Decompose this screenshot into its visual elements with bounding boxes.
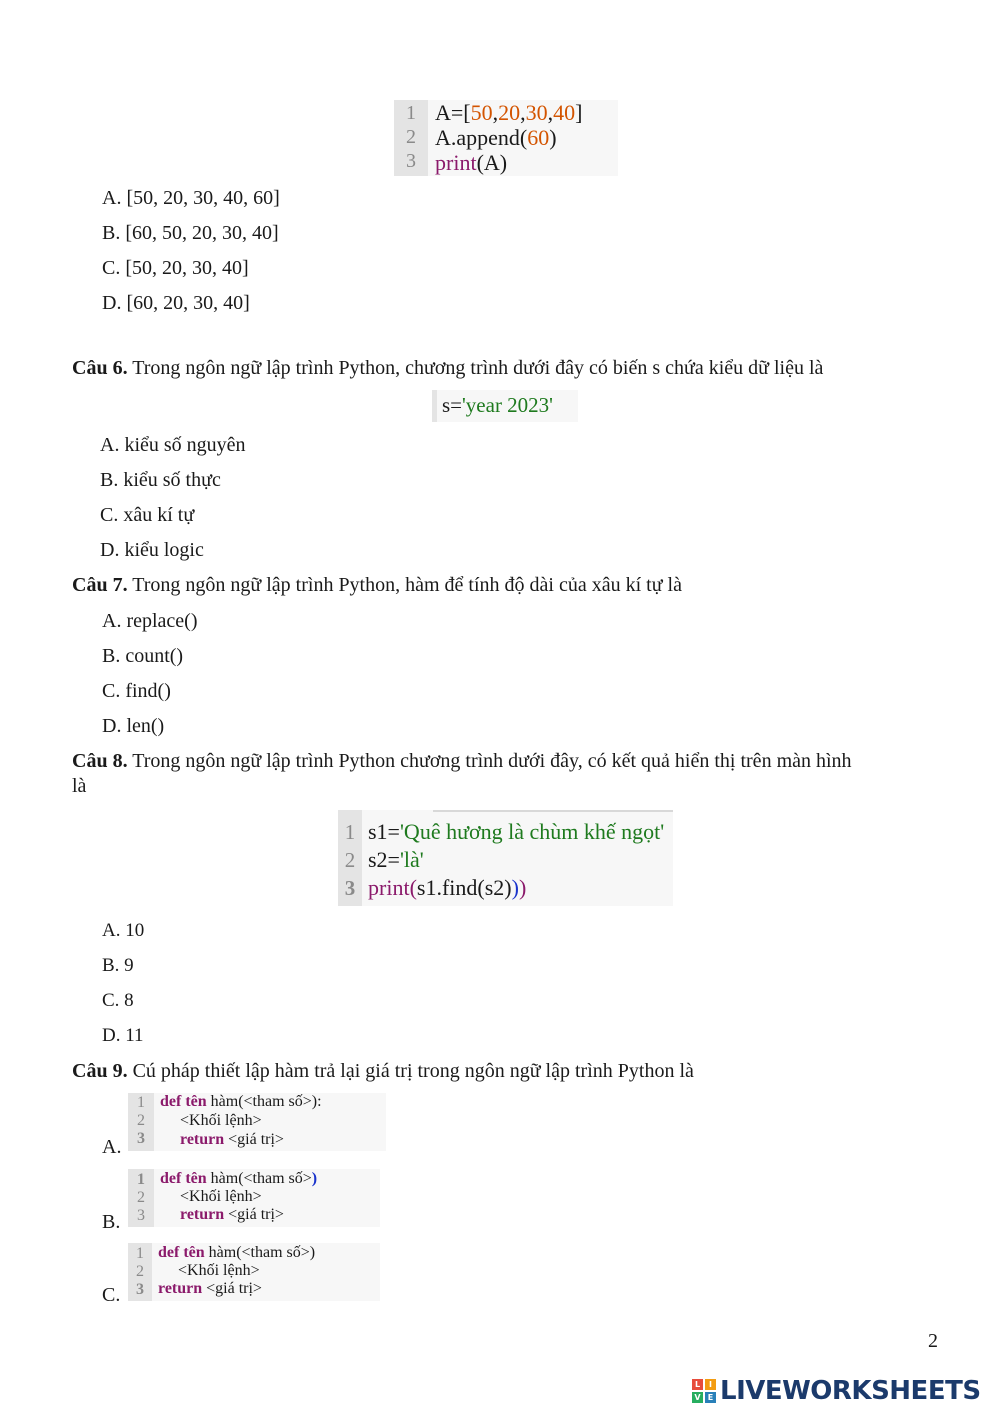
answer-option-b[interactable]: B. xyxy=(102,1211,121,1233)
line-number: 1 xyxy=(137,1094,145,1111)
page-number: 2 xyxy=(928,1330,938,1352)
code-line: <Khối lệnh> xyxy=(178,1262,260,1279)
line-number: 2 xyxy=(344,848,356,872)
answer-option-d[interactable]: D. len() xyxy=(102,715,165,737)
question-7 xyxy=(72,574,682,597)
question-6 xyxy=(72,357,823,380)
answer-option-c[interactable]: C. find() xyxy=(102,680,171,702)
question-text: Trong ngôn ngữ lập trình Python, hàm để tính độ dài của xâu kí tự là xyxy=(127,574,682,596)
question-9 xyxy=(72,1060,694,1083)
answer-option-c[interactable]: C. xâu kí tự xyxy=(100,504,195,526)
answer-option-b[interactable]: B. kiểu số thực xyxy=(100,469,221,491)
line-number: 1 xyxy=(344,820,356,844)
logo-letter: V xyxy=(692,1392,703,1403)
code-line: print(s1.find(s2))) xyxy=(368,875,527,900)
code-block-q5 xyxy=(394,100,618,176)
line-number: 2 xyxy=(406,126,416,148)
answer-option-c[interactable]: C. 8 xyxy=(102,990,134,1011)
answer-option-a[interactable]: A. xyxy=(102,1136,122,1158)
code-block-q9-b[interactable] xyxy=(128,1169,380,1227)
answer-option-a[interactable]: A. replace() xyxy=(102,610,198,632)
answer-option-d[interactable]: D. [60, 20, 30, 40] xyxy=(102,292,250,314)
answer-option-b[interactable]: B. count() xyxy=(102,645,184,667)
answer-option-d[interactable]: D. kiểu logic xyxy=(100,539,204,561)
question-label: Câu 9. xyxy=(72,1060,128,1082)
code-block-q8 xyxy=(338,810,673,906)
code-line: A=[50,20,30,40] xyxy=(435,100,583,125)
code-line: s1='Quê hương là chùm khế ngọt' xyxy=(368,819,665,844)
line-number: 2 xyxy=(136,1263,144,1280)
divider xyxy=(433,810,673,812)
code-line: print(A) xyxy=(435,150,508,175)
line-gutter xyxy=(432,390,437,422)
line-number: 3 xyxy=(137,1207,145,1224)
answer-option-b[interactable]: B. [60, 50, 20, 30, 40] xyxy=(102,222,279,244)
code-line: def tên hàm(<tham số>): xyxy=(160,1093,322,1110)
line-number: 3 xyxy=(137,1130,145,1147)
logo-letter: L xyxy=(692,1379,703,1390)
answer-option-a[interactable]: A. 10 xyxy=(102,920,145,941)
line-number: 3 xyxy=(406,150,416,172)
answer-option-c[interactable]: C. xyxy=(102,1284,121,1306)
code-line: s2='là' xyxy=(368,847,424,872)
question-text: Trong ngôn ngữ lập trình Python, chương trình dưới đây có biến s chứa kiểu dữ liệu là xyxy=(127,357,824,379)
code-line: <Khối lệnh> xyxy=(180,1188,262,1205)
line-number: 2 xyxy=(137,1189,145,1206)
line-number: 2 xyxy=(137,1112,145,1129)
answer-option-c[interactable]: C. [50, 20, 30, 40] xyxy=(102,257,249,279)
question-label: Câu 6. xyxy=(72,357,128,379)
answer-option-d[interactable]: D. 11 xyxy=(102,1025,144,1046)
code-line: <Khối lệnh> xyxy=(180,1112,262,1129)
liveworksheets-logo[interactable] xyxy=(692,1374,981,1408)
code-line: return <giá trị> xyxy=(180,1206,284,1223)
line-number: 1 xyxy=(137,1171,145,1188)
question-label: Câu 7. xyxy=(72,574,128,596)
answer-option-a[interactable]: A. [50, 20, 30, 40, 60] xyxy=(102,187,280,209)
code-block-q9-a[interactable] xyxy=(128,1093,386,1151)
answer-option-b[interactable]: B. 9 xyxy=(102,955,134,976)
code-line: def tên hàm(<tham số>) xyxy=(160,1170,318,1187)
line-number: 3 xyxy=(136,1281,144,1298)
question-8 xyxy=(72,750,852,773)
line-number: 3 xyxy=(344,876,356,900)
code-block-q9-c[interactable] xyxy=(128,1243,380,1301)
logo-letter: I xyxy=(705,1379,716,1390)
code-line: return <giá trị> xyxy=(158,1280,262,1297)
code-line: def tên hàm(<tham số>) xyxy=(158,1244,316,1261)
line-number: 1 xyxy=(136,1245,144,1262)
answer-option-a[interactable]: A. kiểu số nguyên xyxy=(100,434,246,456)
code-line: A.append(60) xyxy=(435,125,557,150)
brand-name: LIVEWORKSHEETS xyxy=(720,1376,981,1406)
logo-letter: E xyxy=(705,1392,716,1403)
line-number: 1 xyxy=(406,102,416,124)
code-line: return <giá trị> xyxy=(180,1131,284,1148)
question-8-continuation: là xyxy=(72,775,87,797)
question-text: Cú pháp thiết lập hàm trả lại giá trị trong ngôn ngữ lập trình Python là xyxy=(127,1060,694,1082)
code-block-q6 xyxy=(432,390,578,422)
question-label: Câu 8. xyxy=(72,750,128,772)
logo-grid-icon xyxy=(692,1379,716,1403)
code-line: s='year 2023' xyxy=(442,393,553,417)
question-text: Trong ngôn ngữ lập trình Python chương trình dưới đây, có kết quả hiển thị trên màn hình xyxy=(127,750,852,772)
